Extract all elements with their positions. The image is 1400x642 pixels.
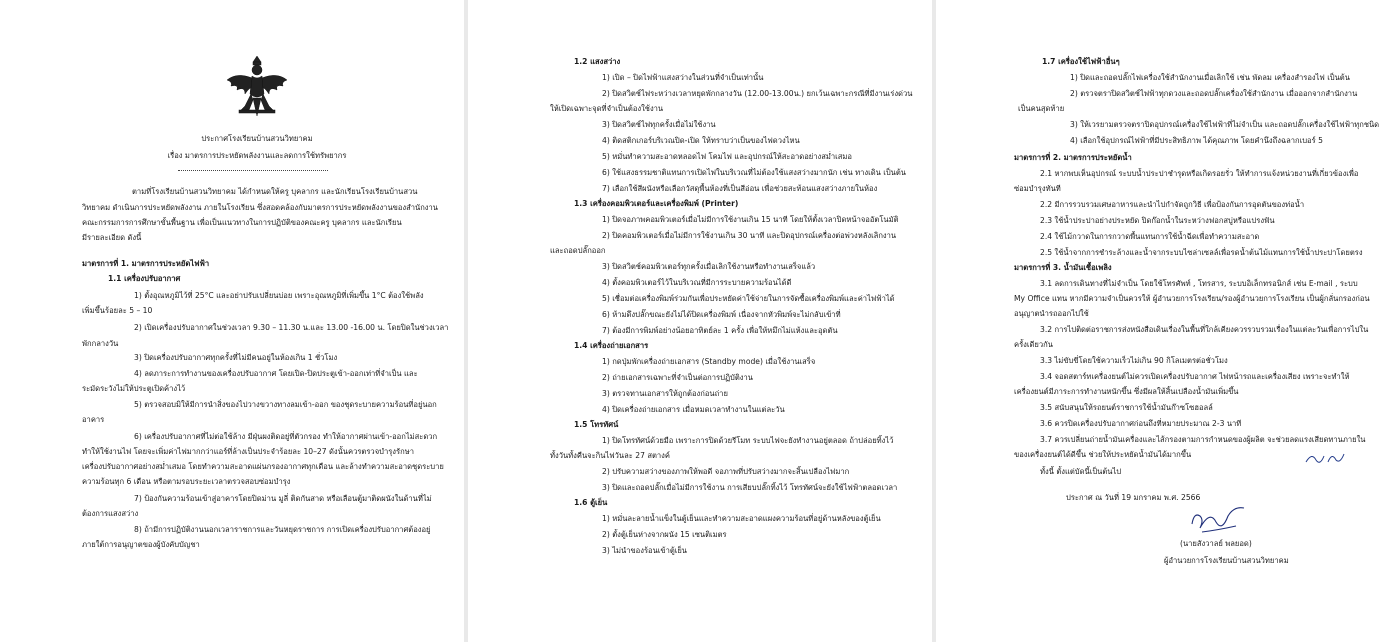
body-line: เครื่องยนต์มีภาระการทำงานหนักขึ้น ซึ่งมีผลให้สิ้นเปลืองน้ำมันเพิ่มขึ้น xyxy=(1014,387,1239,396)
body-line: 3) ปิดสวิตช์คอมพิวเตอร์ทุกครั้งเมื่อเลิกใช้งานหรือทำงานเสร็จแล้ว xyxy=(602,262,816,271)
body-line: 1) หมั่นละลายน้ำแข็งในตู้เย็นและทำความสะอาดแผงความร้อนที่อยู่ด้านหลังของตู้เย็น xyxy=(602,514,881,523)
measure-2-heading: มาตรการที่ 2. มาตรการประหยัดน้ำ xyxy=(1014,153,1132,162)
intro-line: วิทยาคม ดำเนินการประหยัดพลังงาน ภายในโรงเรียน ซึ่งสอดคล้องกับมาตรการประหยัดพลังงานของสำนักงาน xyxy=(82,203,438,212)
body-line: ความร้อนทุก 6 เดือน หรือตามรอบระยะเวลาตรวจสอบซ่อมบำรุง xyxy=(82,477,291,486)
section-1-6-heading: 1.6 ตู้เย็น xyxy=(574,498,608,507)
body-line: 1) กดปุ่มพักเครื่องถ่ายเอกสาร (Standby mode) เมื่อใช้งานเสร็จ xyxy=(602,357,816,366)
body-line: 6) ห้ามดึงปลั๊กขณะยังไม่ได้ปิดเครื่องพิมพ์ เนื่องจากหัวพิมพ์จะไม่กลับเข้าที่ xyxy=(602,310,841,319)
body-line: 4) ติดสติกเกอร์บริเวณปิด-เปิด ให้ทราบว่าเป็นของไฟดวงไหน xyxy=(602,136,800,145)
body-line: 3) ปิดและถอดปลั๊กเมื่อไม่มีการใช้งาน การเสียบปลั๊กทิ้งไว้ โทรทัศน์จะยังใช้ไฟฟ้าตลอดเวลา xyxy=(602,483,898,492)
closing-line: ทั้งนี้ ตั้งแต่บัดนี้เป็นต้นไป xyxy=(1040,467,1122,476)
body-line: 2.4 ใช้ไม้กวาดในการกวาดพื้นแทนการใช้น้ำฉีดเพื่อทำความสะอาด xyxy=(1040,232,1260,241)
body-line: 3) ไม่นำของร้อนเข้าตู้เย็น xyxy=(602,546,687,555)
body-line: 3.3 ไม่ขับขี่โดยใช้ความเร็วไม่เกิน 90 กิโลเมตรต่อชั่วโมง xyxy=(1040,356,1228,365)
body-line: 2.3 ใช้น้ำประปาอย่างประหยัด ปิดก๊อกน้ำในระหว่างฟอกสบู่หรือแปรงฟัน xyxy=(1040,216,1275,225)
body-line: 3.2 การไปติดต่อราชการส่งหนังสือเดินเรื่องในพื้นที่ใกล้เคียงควรรวบรวมเรื่องในแต่ละวันเพื่อการไปใน xyxy=(1040,325,1369,334)
body-line: เพิ่มขึ้นร้อยละ 5 – 10 xyxy=(82,306,153,315)
body-line: 6) ใช้แสงธรรมชาติแทนการเปิดไฟในบริเวณที่ไม่ต้องใช้แสงสว่างมากนัก เช่น ทางเดิน เป็นต้น xyxy=(602,168,906,177)
dotted-divider xyxy=(178,170,328,172)
intro-line: มีรายละเอียด ดังนี้ xyxy=(82,233,142,242)
body-line: ทั้งวันทั้งคืนจะกินไฟวันละ 27 สตางค์ xyxy=(550,451,670,460)
body-line: 8) ถ้ามีการปฏิบัติงานนอกเวลาราชการและวันหยุดราชการ การเปิดเครื่องปรับอากาศต้องอยู่ xyxy=(134,525,431,534)
document-page-1 xyxy=(0,0,464,642)
body-line: ต้องการแสงสว่าง xyxy=(82,509,139,518)
body-line: 1) ตั้งอุณหภูมิไว้ที่ 25°C และอย่าปรับเปลี่ยนบ่อย เพราะอุณหภูมิที่เพิ่มขึ้น 1°C ต้องใช้พลัง xyxy=(134,291,424,300)
section-1-3-heading: 1.3 เครื่องคอมพิวเตอร์และเครื่องพิมพ์ (Printer) xyxy=(574,199,739,208)
body-line: 2) ปิดสวิตช์ไฟระหว่างเวลาหยุดพักกลางวัน (12.00-13.00น.) ยกเว้นเฉพาะกรณีที่มีงานเร่งด่วน xyxy=(602,89,913,98)
section-1-5-heading: 1.5 โทรทัศน์ xyxy=(574,420,619,429)
body-line: 2) เปิดเครื่องปรับอากาศในช่วงเวลา 9.30 – 11.30 น.และ 13.00 -16.00 น. โดยปิดในช่วงเวลา xyxy=(134,323,449,332)
initials-signature-icon xyxy=(1304,448,1346,468)
body-line: ซ่อมบำรุงทันที xyxy=(1014,184,1061,193)
announcement-title: ประกาศโรงเรียนบ้านสวนวิทยาคม xyxy=(201,134,313,143)
body-line: ภายใต้การอนุญาตของผู้บังคับบัญชา xyxy=(82,540,200,549)
body-line: ระมัดระวังไม่ให้ประตูเปิดค้างไว้ xyxy=(82,384,186,393)
body-line: เครื่องปรับอากาศอย่างสม่ำเสมอ โดยทำความสะอาดแผ่นกรองอากาศทุกเดือน และล้างทำความสะอาดชุดระบาย xyxy=(82,462,444,471)
measure-3-heading: มาตรการที่ 3. น้ำมันเชื้อเพลิง xyxy=(1014,263,1112,272)
body-line: 3) ให้เวรยามตรวจตราปิดอุปกรณ์เครื่องใช้ไฟฟ้าที่ไม่จำเป็น และถอดปลั๊กเครื่องใช้ไฟฟ้าทุกชนิด xyxy=(1070,120,1380,129)
body-line: 3.6 ควรปิดเครื่องปรับอากาศก่อนถึงที่หมายประมาณ 2-3 นาที xyxy=(1040,419,1242,428)
body-line: 3) ตรวจทานเอกสารให้ถูกต้องก่อนถ่าย xyxy=(602,389,728,398)
body-line: และถอดปลั๊กออก xyxy=(550,246,606,255)
signer-position: ผู้อำนวยการโรงเรียนบ้านสวนวิทยาคม xyxy=(1164,556,1289,565)
body-line: 1) เปิด – ปิดไฟฟ้าแสงสว่างในส่วนที่จำเป็นเท่านั้น xyxy=(602,73,764,82)
body-line: 4) ลดภาระการทำงานของเครื่องปรับอากาศ โดยเปิด-ปิดประตูเข้า-ออกเท่าที่จำเป็น และ xyxy=(134,369,418,378)
measure-1-heading: มาตรการที่ 1. มาตรการประหยัดไฟฟ้า xyxy=(82,259,210,268)
body-line: 3.5 สนับสนุนให้รถยนต์ราชการใช้น้ำมันก๊าซโซฮอลล์ xyxy=(1040,403,1213,412)
body-line: 7) เลือกใช้สีผนังหรือเลือกวัสดุพื้นห้องที่เป็นสีอ่อน เพื่อช่วยสะท้อนแสงสว่างภายในห้อง xyxy=(602,184,878,193)
body-line: 3.4 จอดสตาร์ทเครื่องยนต์ไม่ควรเปิดเครื่องปรับอากาศ ไฟหน้ารถและเครื่องเสียง เพราะจะทำให้ xyxy=(1040,372,1350,381)
signer-name: (นายสังวาลย์ พลยอด) xyxy=(1180,539,1252,548)
director-signature-icon xyxy=(1188,502,1248,538)
body-line: 4) ตั้งคอมพิวเตอร์ไว้ในบริเวณที่มีการระบายความร้อนได้ดี xyxy=(602,278,792,287)
body-line: 2) ตั้งตู้เย็นห่างจากผนัง 15 เซนติเมตร xyxy=(602,530,727,539)
body-line: 5) ตรวจสอบมิให้มีการนำสิ่งของไปวางขวางทางลมเข้า-ออก ของชุดระบายความร้อนที่อยู่นอก xyxy=(134,400,437,409)
body-line: 6) เครื่องปรับอากาศที่ไม่ต่อใช้ล้าง มีฝุ่นผงติดอยู่ที่ตัวกรอง ทำให้อากาศผ่านเข้า-ออกไม่สะดวก xyxy=(134,432,438,441)
body-line: อนุญาตนำรถออกไปใช้ xyxy=(1014,309,1089,318)
body-line: 3.1 ลดการเดินทางที่ไม่จำเป็น โดยใช้โทรศัพท์ , โทรสาร, ระบบอิเล็กทรอนิกส์ เช่น E-mail , ระบบ xyxy=(1040,279,1358,288)
body-line: 5) หมั่นทำความสะอาดหลอดไฟ โคมไฟ และอุปกรณ์ให้สะอาดอย่างสม่ำเสมอ xyxy=(602,152,852,161)
document-page-3 xyxy=(936,0,1400,642)
section-1-4-heading: 1.4 เครื่องถ่ายเอกสาร xyxy=(574,341,649,350)
body-line: 2) ปิดคอมพิวเตอร์เมื่อไม่มีการใช้งานเกิน 30 นาที และปิดอุปกรณ์เครื่องต่อพ่วงหลังเลิกงาน xyxy=(602,231,897,240)
body-line: 2) ถ่ายเอกสารเฉพาะที่จำเป็นต่อการปฏิบัติงาน xyxy=(602,373,753,382)
intro-line: ตามที่โรงเรียนบ้านสวนวิทยาคม ได้กำหนดให้ครู บุคลากร และนักเรียนโรงเรียนบ้านสวน xyxy=(132,187,418,196)
body-line: 3) ปิดสวิตช์ไฟทุกครั้งเมื่อไม่ใช้งาน xyxy=(602,120,716,129)
section-1-7-heading: 1.7 เครื่องใช้ไฟฟ้าอื่นๆ xyxy=(1042,57,1120,66)
body-line: 7) ต้องมีการพิมพ์อย่างน้อยอาทิตย์ละ 1 ครั้ง เพื่อให้หมึกไม่แห้งและอุดตัน xyxy=(602,326,838,335)
body-line: 2) ปรับความสว่างของภาพให้พอดี จอภาพที่ปรับสว่างมากจะสิ้นเปลืองไฟมาก xyxy=(602,467,850,476)
garuda-emblem-icon xyxy=(223,54,291,122)
body-line: ทำให้ใช้งานไฟ โดยจะเพิ่มค่าไฟมากกว่าแอร์ที่ล้างเป็นประจำร้อยละ 10–27 ดังนั้นควรตรวจบำรุงรักษา xyxy=(82,447,414,456)
body-line: 2.2 มีการรวบรวมเศษอาหารและนำไปกำจัดถูกวิธี เพื่อป้องกันการอุดตันของท่อน้ำ xyxy=(1040,200,1305,209)
body-line: 1) ปิดและถอดปลั๊กไฟเครื่องใช้สำนักงานเมื่อเลิกใช้ เช่น พัดลม เครื่องสำรองไฟ เป็นต้น xyxy=(1070,73,1350,82)
body-line: พักกลางวัน xyxy=(82,339,119,348)
announcement-date: ประกาศ ณ วันที่ 19 มกราคม พ.ศ. 2566 xyxy=(1066,493,1201,502)
body-line: 3) ปิดเครื่องปรับอากาศทุกครั้งที่ไม่มีคนอยู่ในห้องเกิน 1 ชั่วโมง xyxy=(134,353,338,362)
body-line: 4) ปิดเครื่องถ่ายเอกสาร เมื่อหมดเวลาทำงานในแต่ละวัน xyxy=(602,405,785,414)
section-1-1-heading: 1.1 เครื่องปรับอากาศ xyxy=(108,274,181,283)
body-line: 2.1 หากพบเห็นอุปกรณ์ ระบบน้ำประปาชำรุดหรือเกิดรอยรั่ว ให้ทำการแจ้งหน่วยงานที่เกี่ยวข้องเพื่อ xyxy=(1040,169,1359,178)
body-line: My Office แทน หากมีความจำเป็นควรให้ ผู้อำนวยการโรงเรียน/รองผู้อำนวยการโรงเรียน เป็นผู้กลั่นกรองก่อน xyxy=(1014,294,1370,303)
intro-line: คณะกรรมการการศึกษาขั้นพื้นฐาน เพื่อเป็นแนวทางในการปฏิบัติของคณะครู บุคลากร และนักเรียน xyxy=(82,218,402,227)
body-line: 5) เชื่อมต่อเครื่องพิมพ์ร่วมกันเพื่อประหยัดค่าใช้จ่ายในการจัดซื้อเครื่องพิมพ์และค่าไฟฟ้าได้ xyxy=(602,294,895,303)
body-line: ให้เปิดเฉพาะจุดที่จำเป็นต้องใช้งาน xyxy=(550,104,664,113)
body-line: 7) ป้องกันความร้อนเข้าสู่อาคารโดยปิดม่าน มูลี่ ติดกันสาด หรือเลือนตู้มาติดผนังในด้านที่ไม่ xyxy=(134,494,432,503)
body-line: เป็นคนสุดท้าย xyxy=(1018,104,1065,113)
body-line: 2.5 ใช้น้ำจากการชำระล้างและน้ำจากระบบไซล่าเซลล์เพื่อรดน้ำต้นไม้แทนการใช้น้ำประปาโดยตรง xyxy=(1040,248,1363,257)
body-line: ครั้งเดียวกัน xyxy=(1014,340,1053,349)
body-line: 2) ตรวจตราปิดสวิตช์ไฟฟ้าทุกดวงและถอดปลั๊กเครื่องใช้สำนักงาน เมื่อออกจากสำนักงาน xyxy=(1070,89,1358,98)
section-1-2-heading: 1.2 แสงสว่าง xyxy=(574,57,621,66)
body-line: 4) เลือกใช้อุปกรณ์ไฟฟ้าที่มีประสิทธิภาพ ได้คุณภาพ โดยคำนึงถึงฉลากเบอร์ 5 xyxy=(1070,136,1323,145)
body-line: ของเครื่องยนต์ได้ดีขึ้น ช่วยให้ประหยัดน้ำมันได้มากขึ้น xyxy=(1014,450,1192,459)
body-line: 1) ปิดโทรทัศน์ด้วยมือ เพราะการปิดด้วยรีโมท ระบบไฟจะยังทำงานอยู่ตลอด ถ้าปล่อยทิ้งไว้ xyxy=(602,436,894,445)
body-line: 1) ปิดจอภาพคอมพิวเตอร์เมื่อไม่มีการใช้งานเกิน 15 นาที โดยให้ตั้งเวลาปิดหน้าจออัตโนมัติ xyxy=(602,215,899,224)
document-page-2 xyxy=(468,0,932,642)
body-line: 3.7 ควรเปลี่ยนถ่ายน้ำมันเครื่องและไส้กรองตามการกำหนดของผู้ผลิต จะช่วยลดแรงเสียดทานภายใน xyxy=(1040,435,1366,444)
announcement-subject: เรื่อง มาตรการประหยัดพลังงานและลดการใช้ทรัพยากร xyxy=(167,151,347,160)
body-line: อาคาร xyxy=(82,415,105,424)
